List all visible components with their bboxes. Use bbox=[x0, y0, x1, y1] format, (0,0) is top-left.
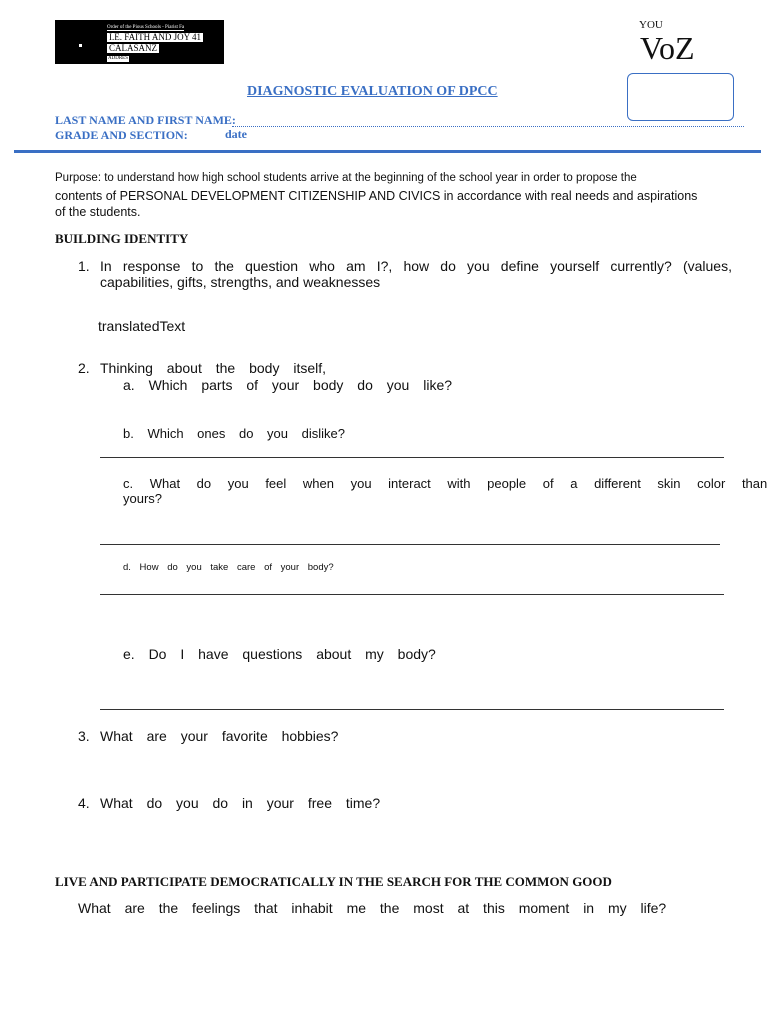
question-1-number: 1. bbox=[78, 258, 90, 274]
question-2d: d. How do you take care of your body? bbox=[123, 562, 334, 573]
section-2-question-1: What are the feelings that inhabit me the most at this moment in my life? bbox=[78, 900, 667, 916]
section-democratic-participation: LIVE AND PARTICIPATE DEMOCRATICALLY IN THE SEARCH FOR THE COMMON GOOD bbox=[55, 874, 612, 889]
answer-line-2e[interactable] bbox=[100, 709, 724, 710]
question-2a: a. Which parts of your body do you like? bbox=[123, 377, 453, 393]
question-2-number: 2. bbox=[78, 360, 90, 376]
question-1-line-1: In response to the question who am I?, how do you define yourself currently? (values, bbox=[100, 258, 732, 274]
name-label: LAST NAME AND FIRST NAME: bbox=[55, 113, 236, 127]
crest-icon bbox=[79, 44, 82, 47]
question-2-text: Thinking about the body itself, bbox=[100, 360, 327, 376]
header-divider bbox=[14, 150, 761, 153]
question-4 bbox=[78, 795, 380, 811]
you-label: YOU bbox=[639, 19, 663, 31]
name-field[interactable] bbox=[232, 114, 744, 127]
answer-line-2d[interactable] bbox=[100, 594, 724, 595]
question-3-number: 3. bbox=[78, 728, 90, 744]
question-4-text: What do you do in your free time? bbox=[100, 795, 381, 811]
grade-label: GRADE AND SECTION: bbox=[55, 128, 188, 142]
purpose-line-3: of the students. bbox=[55, 205, 141, 219]
purpose-line-2: contents of PERSONAL DEVELOPMENT CITIZENSHIP AND CIVICS in accordance with real needs and aspirations bbox=[55, 189, 698, 203]
question-1 bbox=[78, 258, 732, 290]
question-2e: e. Do I have questions about my body? bbox=[123, 646, 436, 662]
school-logo bbox=[55, 20, 224, 64]
logo-school-name: I.E. FAITH AND JOY 41 bbox=[109, 32, 201, 42]
question-2b: b. Which ones do you dislike? bbox=[123, 426, 345, 441]
purpose-line-1: Purpose: to understand how high school students arrive at the beginning of the school year in order to propose the bbox=[55, 172, 637, 184]
voz-logo: VoZ bbox=[640, 30, 695, 66]
section-building-identity: BUILDING IDENTITY bbox=[55, 231, 189, 246]
logo-address: ADDRES bbox=[108, 56, 129, 61]
question-3 bbox=[78, 728, 338, 744]
logo-town: CALASANZ bbox=[109, 43, 158, 53]
answer-line-2b[interactable] bbox=[100, 457, 724, 458]
answer-line-2c[interactable] bbox=[100, 544, 720, 545]
question-1-line-2: capabilities, gifts, strengths, and weaknesses bbox=[100, 274, 381, 290]
logo-order-text: Order of the Pious Schools - Piarist Fa bbox=[107, 25, 185, 30]
question-2 bbox=[78, 360, 326, 376]
question-2c: c. What do you feel when you interact with people of a different skin color than yours? bbox=[123, 476, 768, 506]
date-label: date bbox=[225, 127, 247, 141]
question-4-number: 4. bbox=[78, 795, 90, 811]
document-title: DIAGNOSTIC EVALUATION OF DPCC bbox=[247, 84, 498, 99]
question-1-answer[interactable]: translatedText bbox=[98, 318, 186, 334]
question-3-text: What are your favorite hobbies? bbox=[100, 728, 339, 744]
